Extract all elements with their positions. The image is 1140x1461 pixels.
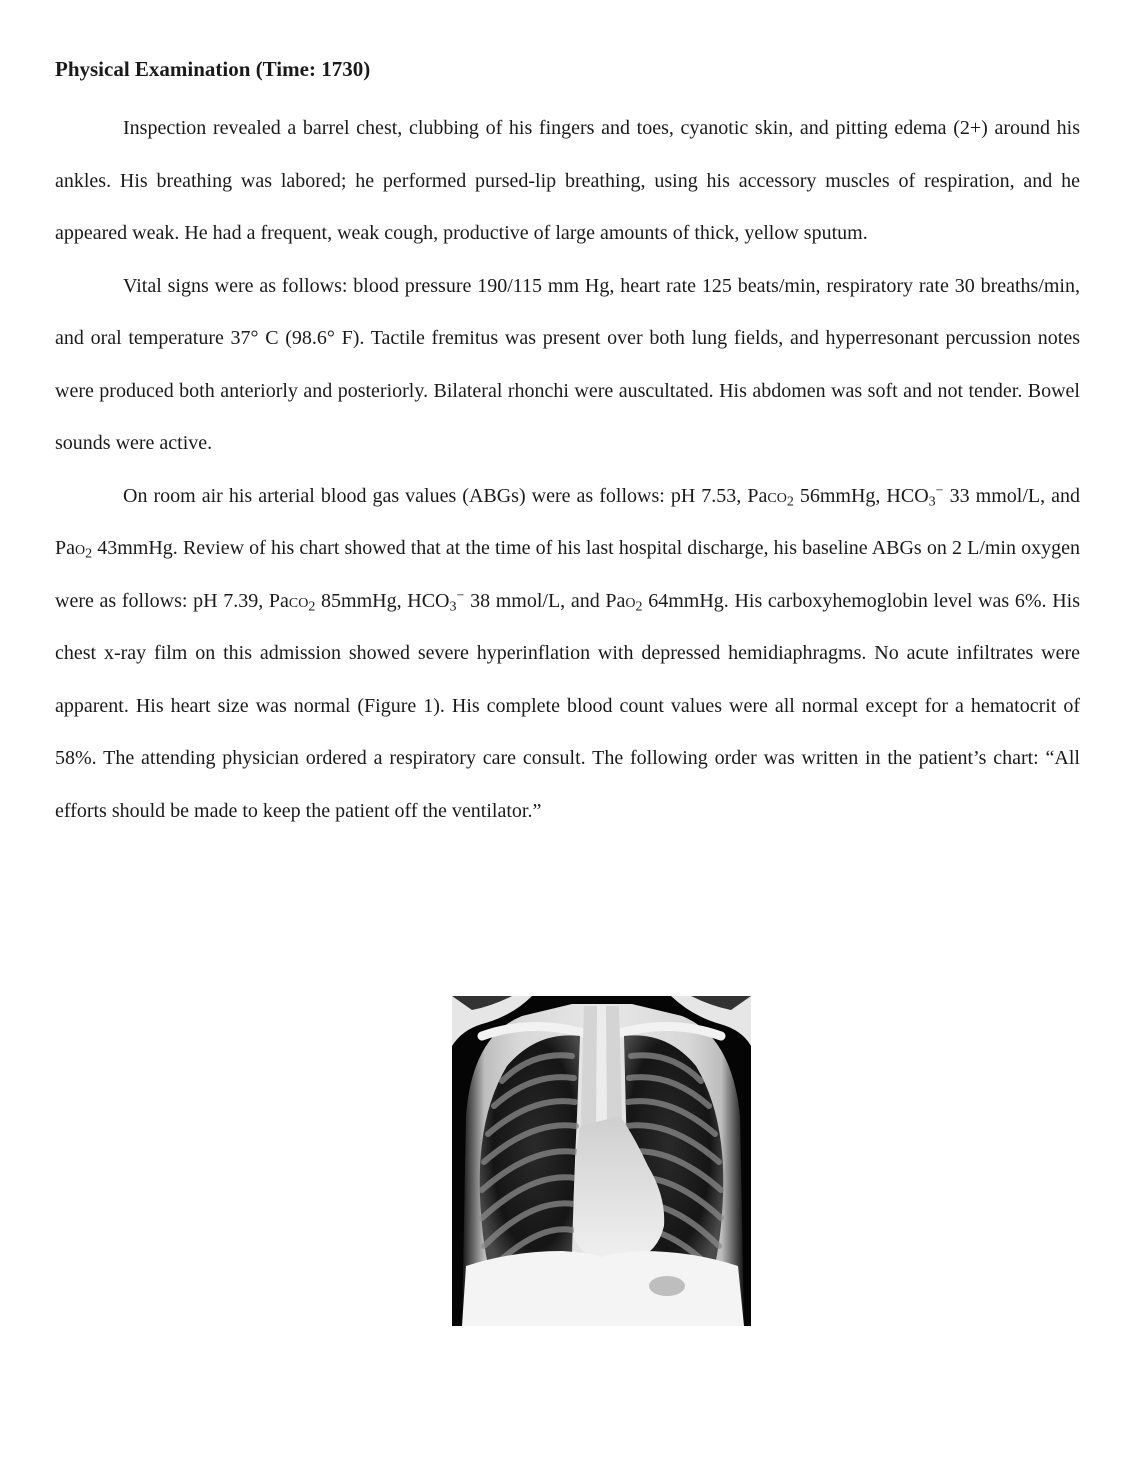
paragraph-abgs: On room air his arterial blood gas values (ABGs) were as follows: pH 7.53, Paco$_2$ 56mmHg, $HCO_3^-$ 33 mmol/L, and Pao$_2$ 43mmHg. Review of his chart showed that at the time of his last hospital discharge, his baseline ABGs on 2 L/min oxygen were as follows: pH 7.39, Paco$_2$ 85mmHg, $HCO_3^-$ 38 mmol/L, and Pao$_2$ 64mmHg. His carboxyhemoglobin level was 6%. His chest x-ray film on this admission showed severe hyperinflation with depressed hemidiaphragms. No acute infiltrates were apparent. His heart size was normal (Figure 1). His complete blood count values were all normal except for a hematocrit of 58%. The attending physician ordered a respiratory care consult. The following order was written in the patient’s chart: “All efforts should be made to keep the patient off the ventilator.” [55, 482, 1080, 822]
chest-xray-icon [452, 996, 751, 1326]
chest-xray-figure [452, 996, 751, 1326]
paragraph-vital-signs: Vital signs were as follows: blood pressure 190/115 mm Hg, heart rate 125 beats/min, respiratory rate 30 breaths/min, and oral temperature 37° C (98.6° F). Tactile fremitus was present over both lung fields, and hyperresonant percussion notes were produced both anteriorly and posteriorly. Bilateral rhonchi were auscultated. His abdomen was soft and not tender. Bowel sounds were active. [55, 274, 1080, 454]
document-page [55, 52, 1080, 837]
section-heading: Physical Examination (Time: 1730) [55, 57, 371, 81]
paragraph-inspection: Inspection revealed a barrel chest, clubbing of his fingers and toes, cyanotic skin, and pitting edema (2+) around his ankles. His breathing was labored; he performed pursed-lip breathing, using his accessory muscles of respiration, and he appeared weak. He had a frequent, weak cough, productive of large amounts of thick, yellow sputum. [55, 117, 1080, 244]
